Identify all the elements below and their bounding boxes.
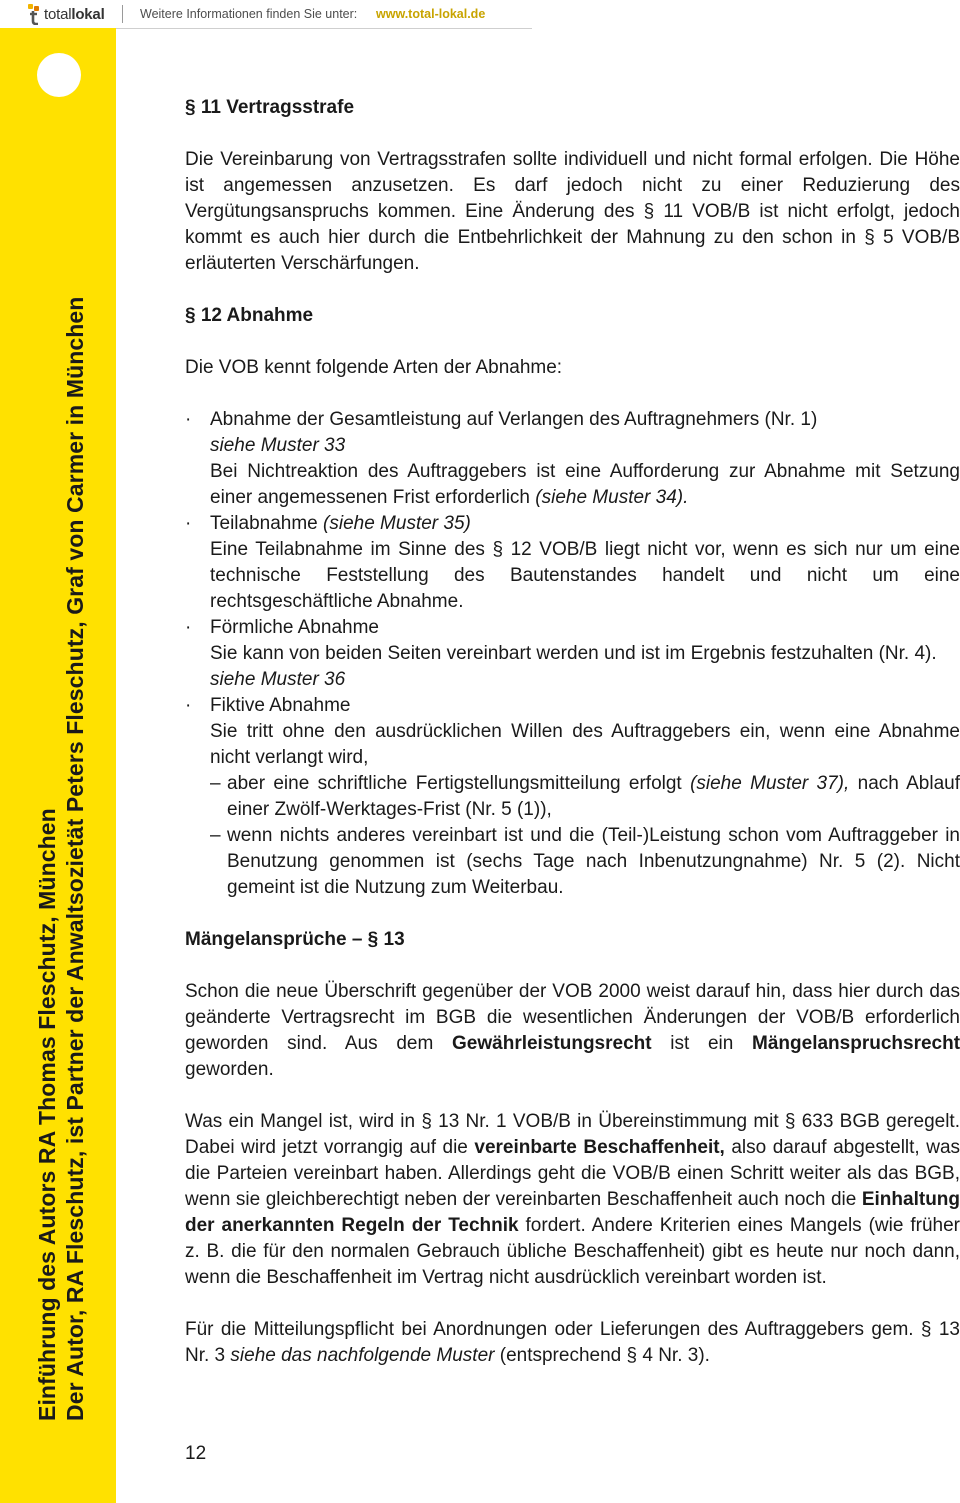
item3-title: Förmliche Abnahme [210,617,379,638]
section-12-intro: Die VOB kennt folgende Arten der Abnahme: [185,357,563,378]
list-item [185,615,960,693]
sidebar-title-line2: Der Autor, RA Fleschutz, ist Partner der Anwaltsozietät Peters Fleschutz, Graf von Carmer in München [62,296,88,1421]
item3-text: Sie kann von beiden Seiten vereinbart werden und ist im Ergebnis festzuhalten (Nr. 4). [210,643,937,664]
bullet: · [185,617,192,638]
sub-list-item: – aber eine schriftliche Fertigstellungsmitteilung erfolgt (siehe Muster 37), nach Ablauf einer Zwölf-Werktages-Frist (Nr. 5 (1)), [210,773,960,820]
item1-ref: siehe Muster 33 [210,435,346,456]
section-13-heading: Mängelansprüche – § 13 [185,929,405,950]
totallokal-logo[interactable] [26,3,105,25]
bullet: · [185,695,192,716]
dash: – [210,773,221,794]
section-12-heading: § 12 Abnahme [185,305,314,326]
page-content [185,95,960,1369]
sidebar-circle [37,53,81,97]
item2-text: Eine Teilabnahme im Sinne des § 12 VOB/B liegt nicht vor, wenn es sich nur um eine technische Feststellung des Bautenstandes handelt und nicht um eine rechtsgeschäftliche Abnahme. [210,539,960,612]
item4-title: Fiktive Abnahme [210,695,351,716]
header-info-text: Weitere Informationen finden Sie unter: [140,7,358,21]
item1-title: Abnahme der Gesamtleistung auf Verlangen des Auftragnehmers (Nr. 1) [210,409,818,430]
item1-text: Bei Nichtreaktion des Auftraggebers ist eine Aufforderung zur Abnahme mit Setzung einer angemessenen Frist erforderlich (siehe Muster 34). [210,461,960,508]
section-13-paragraph-2: Was ein Mangel ist, wird in § 13 Nr. 1 VOB/B in Übereinstimmung mit § 633 BGB geregelt. Dabei wird jetzt vorrangig auf die vereinbarte Beschaffenheit, also darauf abgestellt, was die Parteien vereinbart haben. Allerdings geht die VOB/B einen Schritt weiter als das BGB, wenn sie gleichberechtigt neben der vereinbarten Beschaffenheit auch noch die Einhaltung der anerkannten Regeln der Technik fordert. Andere Kriterien eines Mangels (wie früher z. B. die für den normalen Gebrauch übliche Beschaffenheit) gibt es heute nur noch dann, wenn die Beschaffenheit im Vertrag nicht ausdrücklich vereinbart worden ist. [185,1111,960,1288]
section-13-paragraph-1: Schon die neue Überschrift gegenüber der VOB 2000 weist darauf hin, dass hier durch das geänderte Vertragsrecht im BGB die wesentlichen Änderungen der VOB/B erforderlich geworden sind. Aus dem Gewährleistungsrecht ist ein Mängelanspruchsrecht geworden. [185,981,960,1080]
bullet: · [185,409,192,430]
header-url-link[interactable]: www.total-lokal.de [376,7,486,21]
list-item [185,693,960,901]
fiktive-sublist [210,771,960,901]
section-11-heading: § 11 Vertragsstrafe [185,97,355,118]
sidebar-title-line1: Einführung des Autors RA Thomas Fleschutz, München [34,808,60,1421]
item2-title: Teilabnahme (siehe Muster 35) [210,513,471,534]
header-bar [0,0,532,29]
item4-text: Sie tritt ohne den ausdrücklichen Willen des Auftraggebers ein, wenn eine Abnahme nicht verlangt wird, [210,721,960,768]
logo-mark-icon [26,3,42,25]
section-13-paragraph-3: Für die Mitteilungspflicht bei Anordnungen oder Lieferungen des Auftraggebers gem. § 13 Nr. 3 siehe das nachfolgende Muster (entsprechend § 4 Nr. 3). [185,1319,960,1366]
bullet: · [185,513,192,534]
abnahme-list [185,407,960,901]
section-11-text: Die Vereinbarung von Vertragsstrafen sollte individuell und nicht formal erfolgen. Die Höhe ist angemessen anzusetzen. Es darf jedoch nicht zu einer Reduzierung des Vergütungsanspruchs kommen. Eine Änderung des § 11 VOB/B ist nicht erfolgt, jedoch kommt es auch hier durch die Entbehrlichkeit der Mahnung zu den schon in § 5 VOB/B erläuterten Verschärfungen. [185,149,960,274]
list-item [185,407,960,511]
sub-list-item: – wenn nichts anderes vereinbart ist und die (Teil-)Leistung schon vom Auftraggeber in Benutzung genommen ist (sechs Tage nach Inbenutzungnahme) Nr. 5 (2). Nicht gemeint ist die Nutzung zum Weiterbau. [210,825,960,898]
logo-text: totallokal [44,5,105,23]
dash: – [210,825,221,846]
page-number: 12 [185,1443,207,1464]
list-item [185,511,960,615]
header-divider [122,5,123,23]
item3-ref: siehe Muster 36 [210,669,346,690]
